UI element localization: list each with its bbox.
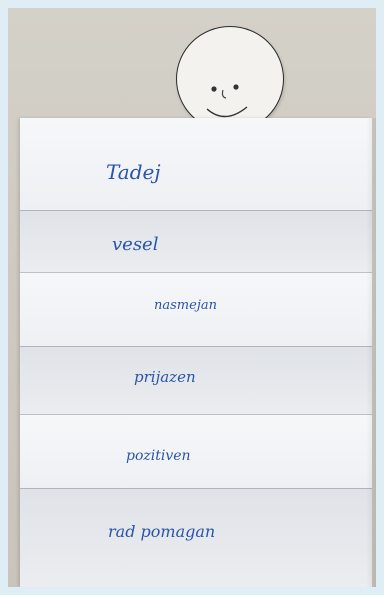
- fold-line: [20, 414, 372, 415]
- smiley-face-drawing: [176, 26, 284, 132]
- photo-background: [8, 8, 376, 587]
- word-pozitiven: pozitiven: [126, 448, 191, 464]
- word-tadej: Tadej: [106, 160, 161, 184]
- folded-paper: [20, 118, 372, 587]
- paper-band: [20, 210, 372, 272]
- fold-line: [20, 272, 372, 273]
- paper-band: [20, 414, 372, 488]
- fold-line: [20, 346, 372, 347]
- word-rad-pomagan: rad pomagan: [108, 522, 216, 541]
- fold-line: [20, 210, 372, 211]
- paper-band: [20, 118, 372, 210]
- word-vesel: vesel: [112, 234, 159, 255]
- paper-shadow: [366, 118, 376, 587]
- paper-band: [20, 346, 372, 414]
- fold-line: [20, 488, 372, 489]
- face-features-icon: [177, 27, 283, 131]
- word-nasmejan: nasmejan: [154, 298, 217, 313]
- word-prijazen: prijazen: [134, 368, 196, 386]
